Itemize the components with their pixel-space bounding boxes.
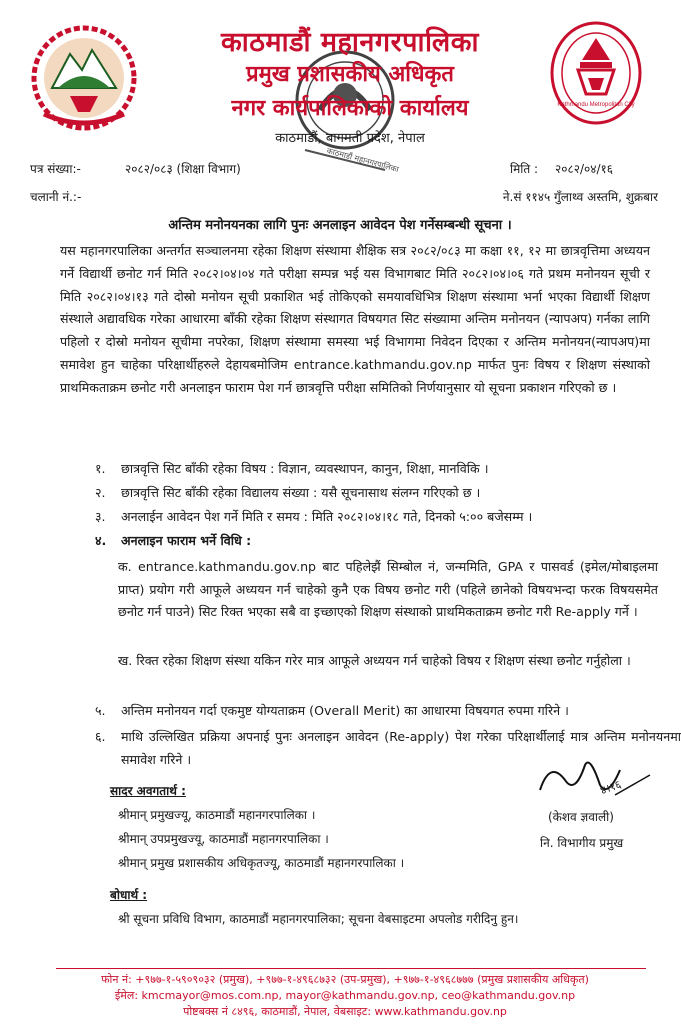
kmc-logo-icon [548,20,644,126]
signature-icon [530,750,660,805]
nepal-emblem-icon [30,24,138,132]
list-item [95,506,655,530]
list-item [95,530,655,554]
patra-label: पत्र संख्या:- [30,162,81,176]
stamp-text: काठमाडौं महानगरपालिका [325,146,400,175]
list-item [95,700,681,723]
subitem-number: क. [118,559,132,574]
cc-heading: सादर अवगतार्थ : [110,784,186,798]
footer-divider [56,968,646,969]
org-address: काठमाडौं, बागमती प्रदेश, नेपाल [275,131,425,146]
signatory-title: नि. विभागीय प्रमुख [540,836,624,850]
office-name: नगर कार्यपालिकाको कार्यालय [231,96,469,121]
footer-po: पोष्टबक्स नं ८४९६, काठमाडौं, नेपाल, वेबसाइट: www.kathmandu.gov.np [183,1005,507,1018]
item-text: अनलाइन फाराम भर्ने विधि : [121,533,252,548]
footer-phone: फोन नं: +९७७-१-५९०९०३२ (प्रमुख), +९७७-१-४९६८७३२ (उप-प्रमुख), +९७७-१-४९६८७७७ (प्रमुख प्रशासकीय अधिकृत) [101,973,589,986]
item-number: ६. [95,729,106,744]
subitem-text: entrance.kathmandu.gov.np बाट पहिलेझैं सिम्बोल नं, जन्ममिति, GPA र पासवर्ड (इमेल/मोबाइलमा प्राप्त) प्रयोग गरी आफूले अध्ययन गर्न चाहेको कुनै एक विषय छनोट गरी (पहिले छानेको विषयभन्दा फरक विषयसमेत छनोट गर्न पाउने) सिट रिक्त भएका सबै वा इच्छाएको शिक्षण संस्थाको प्राथमिकताक्रम छनोट गरी Re-apply गर्ने । [118,559,658,620]
nepal-sambat-date: ने.सं ११४५ गुँलाथ्व अस्तमि, शुक्रबार [502,190,658,204]
subitem-kha [118,650,658,673]
item-text: माथि उल्लिखित प्रक्रिया अपनाई पुनः अनलाइन आवेदन (Re-apply) पेश गरेका परिक्षार्थीलाई मात्र अन्तिम मनोनयनमा समावेश गरिने । [121,729,681,767]
item-number: २. [95,485,106,500]
item-number: ३. [95,509,106,524]
cc-line: श्रीमान् उपप्रमुखज्यू, काठमाडौं महानगरपालिका । [118,832,329,846]
date-value: २०८२/०४/१६ [555,162,614,176]
chalani-label: चलानी नं.:- [30,190,82,204]
list-item [95,482,655,506]
item-number: ४. [95,533,107,548]
item-text: छात्रवृत्ति सिट बाँकी रहेका विद्यालय संख्या : यसै सूचनासाथ संलग्न गरिएको छ । [121,485,481,500]
item-text: छात्रवृत्ति सिट बाँकी रहेका विषय : विज्ञान, व्यवस्थापन, कानुन, शिक्षा, मानविकि । [121,461,489,476]
bodhartha-line: श्री सूचना प्रविधि विभाग, काठमाडौं महानगरपालिका; सूचना वेबसाइटमा अपलोड गरीदिनु हुन। [118,912,519,926]
cc-line: श्रीमान् प्रमुख प्रशासकीय अधिकृतज्यू, काठमाडौं महानगरपालिका । [118,856,405,870]
item-text: अनलाईन आवेदन पेश गर्ने मिति र समय : मिति २०८२।०४।१८ गते, दिनको ५:०० बजेसम्म । [121,509,533,524]
footer-email: ईमेल: kmcmayor@mos.com.np, mayor@kathmandu.gov.np, ceo@kathmandu.gov.np [114,989,576,1002]
item-text: अन्तिम मनोनयन गर्दा एकमुष्ट योग्यताक्रम (Overall Merit) का आधारमा विषयगत रुपमा गरिने । [121,703,569,718]
body-paragraph: यस महानगरपालिका अन्तर्गत सञ्चालनमा रहेका शिक्षण संस्थामा शैक्षिक सत्र २०८२/०८३ मा कक्षा ११, १२ मा छात्रवृत्तिमा अध्ययन गर्ने विद्यार्थी छनोट गर्न मिति २०८२।०४।०४ गते परीक्षा सम्पन्न भई यस विभागबाट मिति २०८२।०४।०६ गते प्रथम मनोनयन सूची र मिति २०८२।०४।१३ गते दोस्रो मनोयन सूची प्रकाशित भई तोकिएको समयावधिभित्र शिक्षण संस्थामा भर्ना भएका विद्यार्थी शिक्षण संस्थाले अद्यावधिक गरेका आधारमा बाँकी रहेका शिक्षण संस्थागत विषयगत सिट संख्यामा अन्तिम मनोनयन (न्यापअप) गर्नका लागि पहिलो र दोस्रो मनोयन सूचीमा नपरेका, शिक्षण संस्थामा समस्या भई विभागमा निवेदन दिएका र अन्तिम मनोनयन(न्यापअप)मा समावेश हुन चाहेका परिक्षार्थीहरुले देहायबमोजिम entrance.kathmandu.gov.np मार्फत पुनः विषय र शिक्षण संस्थाको प्राथमिकताक्रम छनोट गरी अनलाइन फाराम पेश गर्न छात्रवृत्ति परीक्षा समितिको निर्णयानुसार यो सूचना प्रकाशन गरिएको छ । [60,243,650,395]
org-title: काठमाडौं महानगरपालिका [221,27,479,58]
patra-value: २०८२/०८३ (शिक्षा विभाग) [125,162,241,176]
logo-text: Kathmandu Metropolitan City [557,102,635,108]
items-list [95,458,655,554]
signatory-name: (केशव ज्ञवाली) [548,810,614,824]
list-item [95,458,655,482]
subitem-ka [118,556,658,624]
item-number: १. [95,461,106,476]
subitem-text: रिक्त रहेका शिक्षण संस्था यकिन गरेर मात्र आफूले अध्ययन गर्न चाहेको विषय र शिक्षण संस्था छनोट गर्नुहोला । [136,653,631,668]
date-label: मिति : [510,162,539,176]
item-number: ५. [95,703,106,718]
notice-subject: अन्तिम मनोनयनका लागि पुनः अनलाइन आवेदन पेश गर्नेसम्बन्धी सूचना । [168,218,512,233]
subitem-number: ख. [118,653,133,668]
org-subtitle: प्रमुख प्रशासकीय अधिकृत [246,62,454,87]
signed-date: ४।१६ [598,777,623,798]
bodhartha-heading: बोधार्थ : [110,888,148,902]
cc-line: श्रीमान् प्रमुखज्यू, काठमाडौं महानगरपालिका । [118,808,316,822]
